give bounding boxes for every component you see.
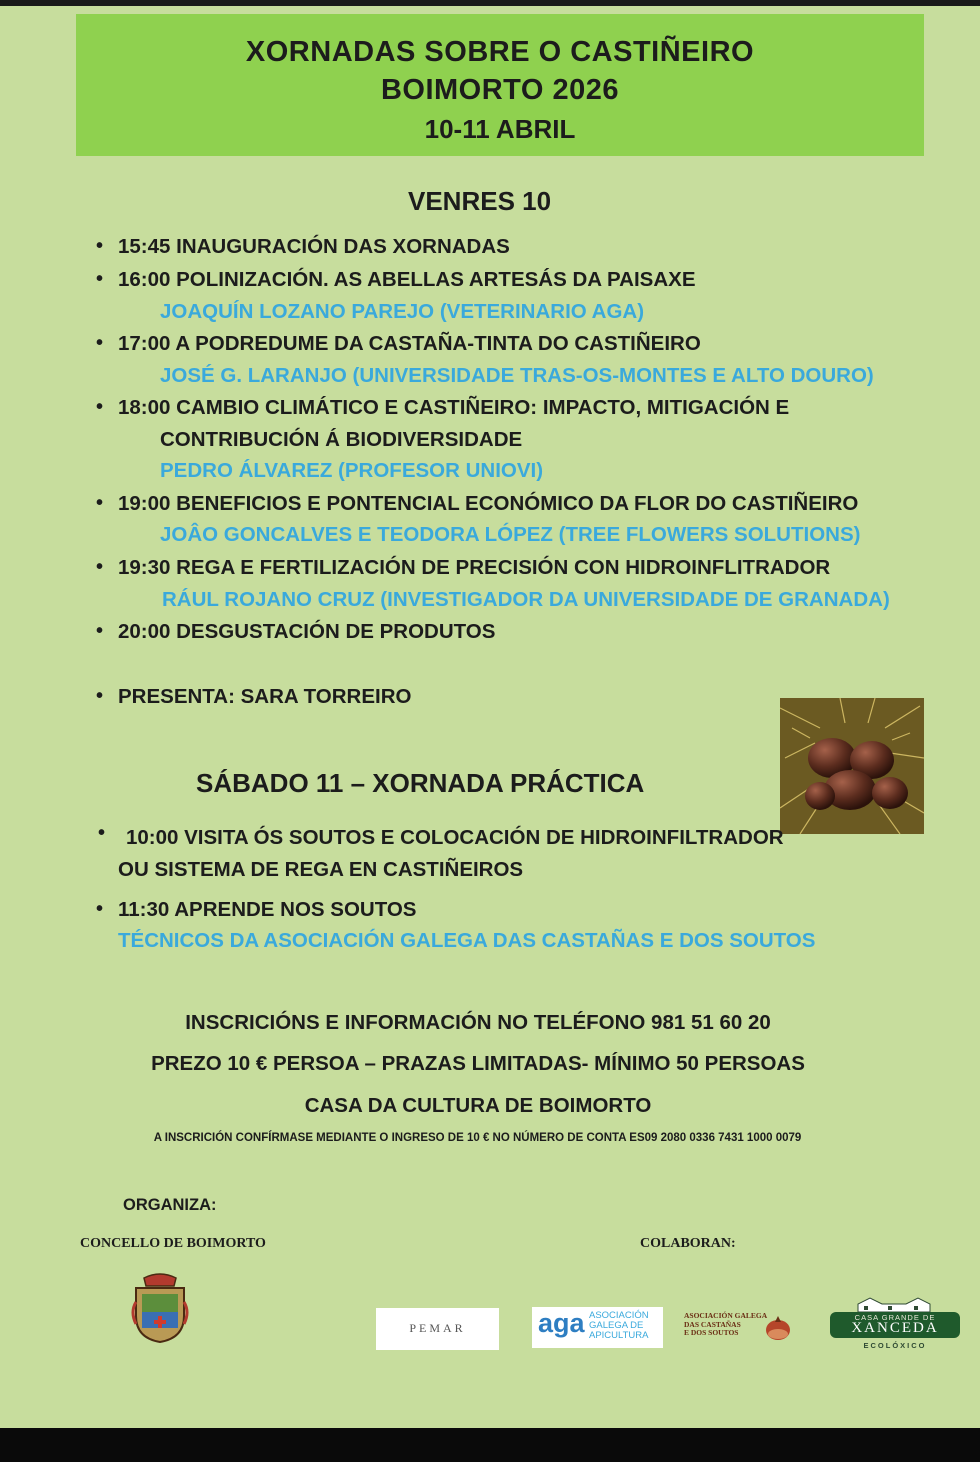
chestnut-icon <box>764 1314 792 1342</box>
xanceda-name: XANCEDA <box>851 1320 939 1336</box>
aga-logo-mark: aga <box>538 1308 585 1338</box>
xanceda-badge <box>830 1312 960 1338</box>
bullet-icon: • <box>96 620 104 642</box>
xanceda-bottom-text: ECOLÓXICO <box>863 1341 927 1350</box>
castanas-logo-text-line: DAS CASTAÑAS <box>684 1319 741 1329</box>
top-edge <box>0 0 980 6</box>
presenter-item <box>96 685 412 709</box>
price-info: PREZO 10 € PERSOA – PRAZAS LIMITADAS- MÍNIMO 50 PERSOAS <box>151 1052 805 1075</box>
schedule-item-text: 16:00 POLINIZACIÓN. AS ABELLAS ARTESÁS DA PAISAXE <box>118 268 696 291</box>
event-title: XORNADAS SOBRE O CASTIÑEIRO <box>245 36 755 68</box>
pemar-logo <box>376 1308 499 1350</box>
bank-note: A INSCRICIÓN CONFÍRMASE MEDIANTE O INGRESO DE 10 € NO NÚMERO DE CONTA ES09 2080 0336 7431 1000 0079 <box>153 1132 802 1144</box>
aga-logo-text-line: APICULTURA <box>589 1330 649 1341</box>
schedule-item-continuation: OU SISTEMA DE REGA EN CASTIÑEIROS <box>118 858 524 881</box>
speaker-name: JOÂO GONCALVES E TEODORA LÓPEZ (TREE FLOWERS SOLUTIONS) <box>160 523 861 546</box>
schedule-item <box>98 822 784 850</box>
chestnut-photo <box>780 698 924 834</box>
bullet-icon: • <box>96 556 104 578</box>
header-banner <box>76 14 924 156</box>
friday-heading: VENRES 10 <box>408 186 552 216</box>
xanceda-top-text: CASA GRANDE DE <box>854 1313 936 1322</box>
colaboran-label: COLABORAN: <box>640 1236 736 1251</box>
schedule-item-text: 19:00 BENEFICIOS E PONTENCIAL ECONÓMICO DA FLOR DO CASTIÑEIRO <box>118 492 859 515</box>
bullet-icon: • <box>96 235 104 257</box>
schedule-item-text: 10:00 VISITA ÓS SOUTOS E COLOCACIÓN DE HIDROINFILTRADOR <box>126 826 784 849</box>
event-dates: 10-11 ABRIL <box>424 114 576 144</box>
boimorto-coat-of-arms <box>130 1272 190 1344</box>
schedule-item-text: 18:00 CAMBIO CLIMÁTICO E CASTIÑEIRO: IMPACTO, MITIGACIÓN E <box>118 396 790 419</box>
schedule-item <box>96 235 510 259</box>
phone-info: INSCRICIÓNS E INFORMACIÓN NO TELÉFONO 981 51 60 20 <box>185 1011 771 1034</box>
speaker-name: PEDRO ÁLVAREZ (PROFESOR UNIOVI) <box>160 459 544 482</box>
bullet-icon: • <box>96 492 104 514</box>
schedule-item-text: 11:30 APRENDE NOS SOUTOS <box>118 898 417 921</box>
bullet-icon: • <box>96 332 104 354</box>
aga-logo-text <box>589 1311 649 1341</box>
xanceda-logo <box>830 1296 960 1352</box>
bottom-edge <box>0 1428 980 1462</box>
castanas-logo-text <box>684 1312 767 1338</box>
venue-info: CASA DA CULTURA DE BOIMORTO <box>304 1094 652 1117</box>
schedule-item <box>96 492 859 516</box>
schedule-item <box>96 898 417 922</box>
bullet-icon: • <box>98 822 106 844</box>
bullet-icon: • <box>96 396 104 418</box>
schedule-item <box>96 620 496 644</box>
schedule-item <box>96 332 701 356</box>
presenter-text: PRESENTA: SARA TORREIRO <box>118 685 412 708</box>
castanas-logo-text-line: E DOS SOUTOS <box>684 1328 739 1337</box>
schedule-item <box>96 396 790 420</box>
schedule-item-text: 17:00 A PODREDUME DA CASTAÑA-TINTA DO CASTIÑEIRO <box>118 332 701 355</box>
bullet-icon: • <box>96 898 104 920</box>
saturday-heading: SÁBADO 11 – XORNADA PRÁCTICA <box>196 768 645 798</box>
aga-logo-text-line: ASOCIACIÓN <box>589 1310 649 1321</box>
schedule-item-text: 19:30 REGA E FERTILIZACIÓN DE PRECISIÓN CON HIDROINFLITRADOR <box>118 556 831 579</box>
aga-logo <box>532 1307 663 1348</box>
schedule-item-text: 20:00 DESGUSTACIÓN DE PRODUTOS <box>118 620 496 643</box>
speaker-name: TÉCNICOS DA ASOCIACIÓN GALEGA DAS CASTAÑAS E DOS SOUTOS <box>118 929 816 952</box>
speaker-name: JOAQUÍN LOZANO PAREJO (VETERINARIO AGA) <box>160 300 645 323</box>
organiza-label: ORGANIZA: <box>123 1196 217 1214</box>
speaker-name: RÁUL ROJANO CRUZ (INVESTIGADOR DA UNIVERSIDADE DE GRANADA) <box>162 588 890 611</box>
schedule-item <box>96 556 831 580</box>
castanas-association-logo <box>684 1310 794 1346</box>
schedule-item-continuation: CONTRIBUCIÓN Á BIODIVERSIDADE <box>160 428 523 451</box>
schedule-item-text: 15:45 INAUGURACIÓN DAS XORNADAS <box>118 235 510 258</box>
speaker-name: JOSÉ G. LARANJO (UNIVERSIDADE TRAS-OS-MONTES E ALTO DOURO) <box>160 364 874 387</box>
bullet-icon: • <box>96 685 104 707</box>
event-subtitle: BOIMORTO 2026 <box>380 74 620 106</box>
castanas-logo-text-line: ASOCIACIÓN GALEGA <box>684 1311 768 1320</box>
schedule-item <box>96 268 696 292</box>
aga-logo-text-line: GALEGA DE <box>589 1320 644 1331</box>
pemar-logo-text: PEMAR <box>409 1321 466 1335</box>
bullet-icon: • <box>96 268 104 290</box>
organizer-name: CONCELLO DE BOIMORTO <box>80 1236 266 1251</box>
